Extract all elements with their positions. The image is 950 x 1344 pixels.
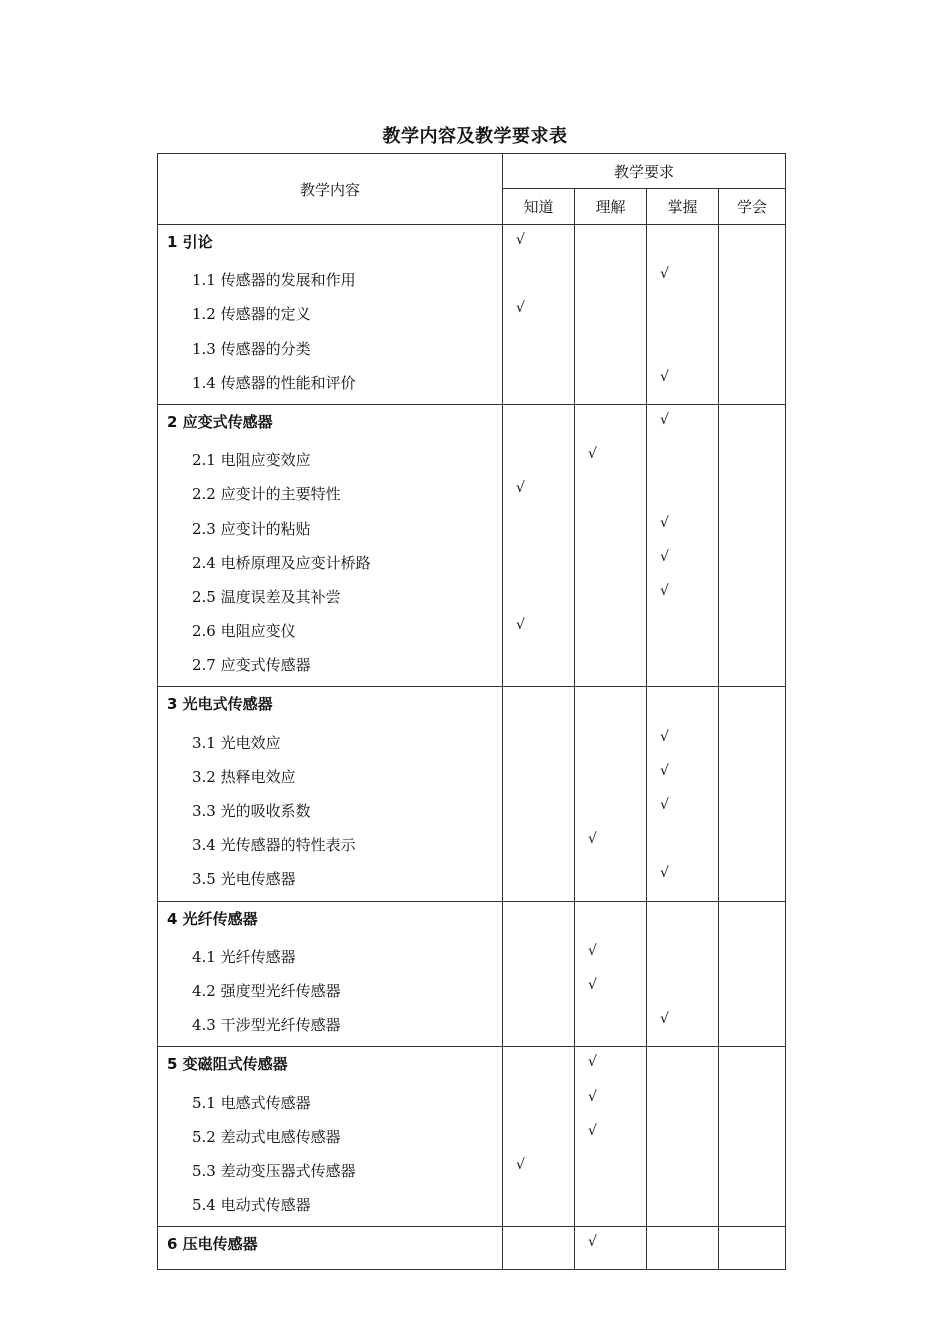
empty-mark	[719, 1154, 785, 1188]
subsection-label: 4.2 强度型光纤传感器	[192, 981, 341, 1000]
header-level-know: 知道	[503, 189, 575, 225]
empty-mark	[575, 263, 646, 297]
empty-mark	[647, 1086, 718, 1120]
section-row	[158, 901, 786, 1047]
subsection-label: 5.4 电动式传感器	[192, 1196, 311, 1215]
header-requirements: 教学要求	[503, 154, 786, 189]
empty-mark	[719, 648, 785, 682]
section-title: 3 光电式传感器	[167, 695, 273, 714]
empty-mark	[719, 297, 785, 331]
header-level-learn: 学会	[719, 189, 786, 225]
empty-mark	[503, 1008, 574, 1042]
level-cell-learn	[719, 1047, 786, 1227]
check-mark: √	[588, 1088, 597, 1105]
empty-mark	[719, 794, 785, 828]
empty-mark	[647, 974, 718, 1008]
empty-mark	[719, 263, 785, 297]
check-mark: √	[660, 411, 669, 428]
table-body	[158, 225, 786, 1270]
empty-mark	[719, 366, 785, 400]
check-mark: √	[588, 942, 597, 959]
level-cell-understand	[575, 1047, 647, 1227]
empty-mark	[719, 1051, 785, 1085]
content-cell	[158, 1047, 503, 1227]
page-title: 教学内容及教学要求表	[382, 126, 568, 147]
empty-mark	[719, 940, 785, 974]
check-mark: √	[588, 1054, 597, 1071]
header-level-understand: 理解	[575, 189, 647, 225]
empty-mark	[503, 648, 574, 682]
level-cell-understand	[575, 687, 647, 901]
check-mark: √	[660, 762, 669, 779]
level-cell-know	[503, 901, 575, 1047]
level-cell-learn	[719, 687, 786, 901]
empty-mark	[503, 940, 574, 974]
check-mark: √	[516, 232, 525, 248]
subsection-label: 3.1 光电效应	[192, 733, 281, 752]
level-cell-master	[647, 225, 719, 405]
level-cell-know	[503, 1047, 575, 1227]
empty-mark	[719, 1086, 785, 1120]
empty-mark	[503, 1188, 574, 1222]
level-cell-understand	[575, 901, 647, 1047]
subsection-label: 3.2 热释电效应	[192, 767, 296, 786]
section-row	[158, 1227, 786, 1270]
empty-mark	[575, 580, 646, 614]
empty-mark	[719, 1231, 785, 1265]
empty-mark	[575, 760, 646, 794]
subsection-label: 2.1 电阻应变效应	[192, 451, 311, 470]
empty-mark	[647, 1154, 718, 1188]
check-mark: √	[588, 1122, 597, 1139]
empty-mark	[503, 794, 574, 828]
empty-mark	[503, 862, 574, 896]
empty-mark	[575, 512, 646, 546]
subsection-label: 1.3 传感器的分类	[192, 339, 311, 358]
empty-mark	[719, 828, 785, 862]
empty-mark	[503, 726, 574, 760]
empty-mark	[647, 1231, 718, 1265]
empty-mark	[719, 512, 785, 546]
level-cell-understand	[575, 1227, 647, 1270]
level-cell-learn	[719, 1227, 786, 1270]
empty-mark	[575, 906, 646, 940]
check-mark: √	[516, 300, 525, 317]
empty-mark	[719, 906, 785, 940]
subsection-label: 4.3 干涉型光纤传感器	[192, 1016, 341, 1035]
check-mark: √	[660, 797, 669, 813]
empty-mark	[503, 409, 574, 443]
section-title: 2 应变式传感器	[167, 412, 273, 431]
check-mark: √	[516, 480, 525, 497]
empty-mark	[575, 691, 646, 725]
subsection-label: 2.6 电阻应变仪	[192, 622, 296, 641]
empty-mark	[719, 546, 785, 580]
empty-mark	[503, 546, 574, 580]
section-row	[158, 687, 786, 901]
empty-mark	[503, 691, 574, 725]
empty-mark	[647, 332, 718, 366]
empty-mark	[575, 726, 646, 760]
section-title: 1 引论	[167, 233, 213, 251]
empty-mark	[719, 443, 785, 477]
empty-mark	[575, 297, 646, 331]
subsection-label: 2.5 温度误差及其补尝	[192, 587, 341, 606]
empty-mark	[503, 828, 574, 862]
subsection-label: 5.1 电感式传感器	[192, 1093, 311, 1112]
empty-mark	[719, 691, 785, 725]
level-cell-master	[647, 901, 719, 1047]
level-cell-understand	[575, 225, 647, 405]
empty-mark	[575, 477, 646, 511]
subsection-label: 1.1 传感器的发展和作用	[192, 271, 356, 290]
empty-mark	[503, 443, 574, 477]
empty-mark	[575, 409, 646, 443]
empty-mark	[719, 1008, 785, 1042]
empty-mark	[647, 1051, 718, 1085]
empty-mark	[503, 580, 574, 614]
check-mark: √	[516, 617, 525, 634]
empty-mark	[719, 229, 785, 263]
subsection-label: 1.2 传感器的定义	[192, 305, 311, 324]
empty-mark	[647, 297, 718, 331]
content-cell	[158, 1227, 503, 1270]
check-mark: √	[660, 728, 669, 745]
check-mark: √	[516, 1156, 525, 1173]
empty-mark	[647, 906, 718, 940]
empty-mark	[719, 614, 785, 648]
check-mark: √	[660, 548, 669, 565]
empty-mark	[719, 580, 785, 614]
subsection-label: 2.4 电桥原理及应变计桥路	[192, 553, 371, 572]
empty-mark	[503, 263, 574, 297]
empty-mark	[647, 1120, 718, 1154]
empty-mark	[503, 1051, 574, 1085]
empty-mark	[647, 477, 718, 511]
header-level-master: 掌握	[647, 189, 719, 225]
empty-mark	[647, 614, 718, 648]
subsection-label: 3.4 光传感器的特性表示	[192, 836, 356, 855]
level-cell-learn	[719, 901, 786, 1047]
empty-mark	[575, 794, 646, 828]
check-mark: √	[588, 1234, 597, 1251]
section-row	[158, 404, 786, 687]
empty-mark	[647, 648, 718, 682]
level-cell-learn	[719, 404, 786, 687]
subsection-label: 1.4 传感器的性能和评价	[192, 373, 356, 392]
empty-mark	[575, 1188, 646, 1222]
level-cell-master	[647, 1227, 719, 1270]
empty-mark	[647, 940, 718, 974]
empty-mark	[719, 974, 785, 1008]
section-title: 4 光纤传感器	[167, 909, 258, 928]
content-cell	[158, 225, 503, 405]
empty-mark	[503, 760, 574, 794]
level-cell-understand	[575, 404, 647, 687]
check-mark: √	[660, 514, 669, 531]
empty-mark	[503, 906, 574, 940]
subsection-label: 2.2 应变计的主要特性	[192, 485, 341, 504]
empty-mark	[647, 828, 718, 862]
empty-mark	[503, 366, 574, 400]
empty-mark	[647, 443, 718, 477]
empty-mark	[719, 760, 785, 794]
check-mark: √	[660, 582, 669, 599]
empty-mark	[503, 974, 574, 1008]
empty-mark	[719, 1188, 785, 1222]
empty-mark	[503, 1231, 574, 1265]
check-mark: √	[660, 266, 669, 283]
section-row	[158, 225, 786, 405]
empty-mark	[575, 332, 646, 366]
header-content: 教学内容	[158, 154, 503, 225]
level-cell-master	[647, 404, 719, 687]
empty-mark	[575, 229, 646, 263]
check-mark: √	[660, 368, 669, 385]
section-title: 5 变磁阻式传感器	[167, 1055, 288, 1074]
empty-mark	[575, 614, 646, 648]
level-cell-know	[503, 225, 575, 405]
empty-mark	[719, 1120, 785, 1154]
empty-mark	[647, 1188, 718, 1222]
level-cell-know	[503, 1227, 575, 1270]
subsection-label: 3.3 光的吸收系数	[192, 802, 311, 820]
empty-mark	[575, 546, 646, 580]
section-title: 6 压电传感器	[167, 1235, 258, 1254]
level-cell-master	[647, 1047, 719, 1227]
check-mark: √	[660, 1011, 669, 1028]
level-cell-master	[647, 687, 719, 901]
content-cell	[158, 687, 503, 901]
empty-mark	[575, 1154, 646, 1188]
check-mark: √	[660, 865, 669, 882]
empty-mark	[503, 332, 574, 366]
check-mark: √	[588, 976, 597, 993]
empty-mark	[719, 862, 785, 896]
subsection-label: 4.1 光纤传感器	[192, 947, 296, 966]
empty-mark	[647, 691, 718, 725]
subsection-label: 2.3 应变计的粘贴	[192, 519, 311, 538]
subsection-label: 5.2 差动式电感传感器	[192, 1127, 341, 1146]
empty-mark	[575, 648, 646, 682]
level-cell-know	[503, 687, 575, 901]
empty-mark	[647, 229, 718, 263]
empty-mark	[719, 726, 785, 760]
content-cell	[158, 901, 503, 1047]
empty-mark	[503, 1120, 574, 1154]
empty-mark	[503, 512, 574, 546]
empty-mark	[719, 477, 785, 511]
subsection-label: 2.7 应变式传感器	[192, 656, 311, 675]
check-mark: √	[588, 446, 597, 463]
empty-mark	[575, 1008, 646, 1042]
empty-mark	[503, 1086, 574, 1120]
empty-mark	[575, 366, 646, 400]
section-row	[158, 1047, 786, 1227]
empty-mark	[719, 332, 785, 366]
level-cell-learn	[719, 225, 786, 405]
requirements-table	[157, 153, 786, 1270]
check-mark: √	[588, 831, 597, 848]
empty-mark	[719, 409, 785, 443]
empty-mark	[575, 862, 646, 896]
subsection-label: 5.3 差动变压器式传感器	[192, 1161, 356, 1180]
level-cell-know	[503, 404, 575, 687]
subsection-label: 3.5 光电传感器	[192, 870, 296, 889]
content-cell	[158, 404, 503, 687]
